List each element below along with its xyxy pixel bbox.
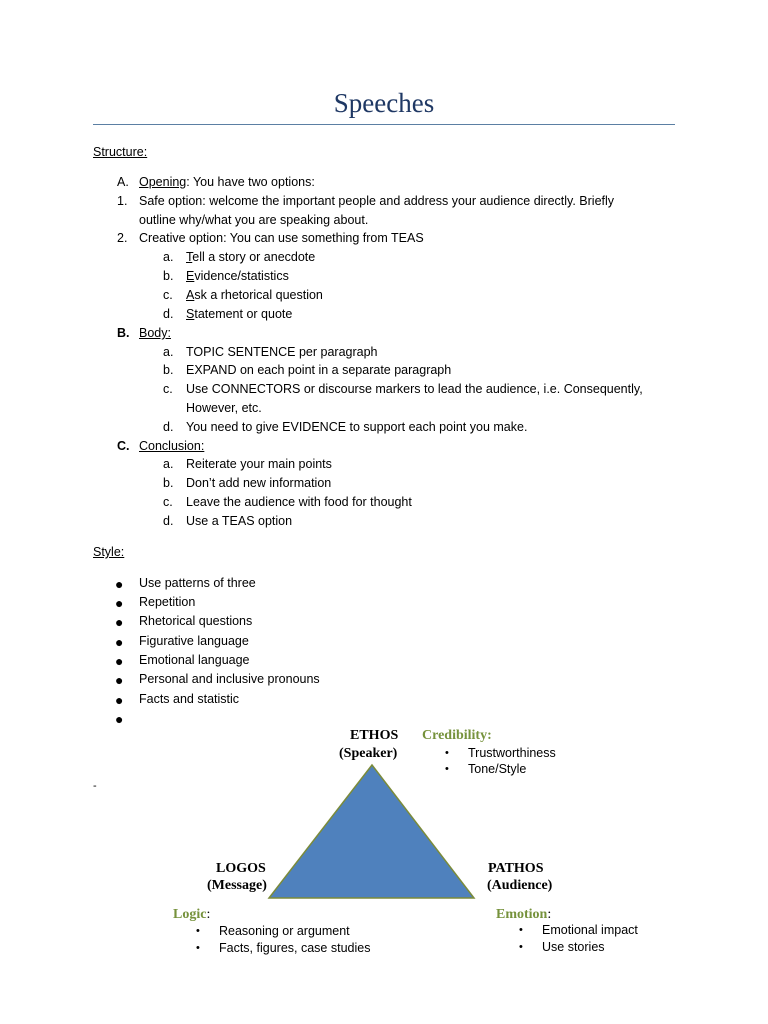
small-bullet-icon: • bbox=[196, 942, 200, 954]
small-bullet-icon: • bbox=[445, 763, 449, 775]
style-item: Use patterns of three bbox=[139, 576, 256, 590]
bullet-icon: ● bbox=[115, 614, 124, 630]
small-bullet-icon: • bbox=[519, 924, 523, 936]
logos-role: (Message) bbox=[207, 878, 267, 893]
teas-rest: sk a rhetorical question bbox=[194, 288, 323, 302]
logic-label: Logic bbox=[173, 907, 207, 922]
bullet-icon: ● bbox=[115, 711, 124, 727]
style-item: Personal and inclusive pronouns bbox=[139, 672, 320, 686]
teas-rest: ell a story or anecdote bbox=[192, 250, 316, 264]
bullet-icon: ● bbox=[115, 653, 124, 669]
emotion-label: Emotion bbox=[496, 907, 548, 922]
opening-letter: A. bbox=[117, 175, 129, 189]
teas-initial: T bbox=[186, 250, 193, 264]
style-heading: Style: bbox=[93, 545, 125, 559]
logic-colon: : bbox=[206, 907, 211, 922]
credibility-label: Credibility: bbox=[422, 728, 492, 743]
pathos-point: Use stories bbox=[542, 940, 605, 954]
opening-text: : You have two options: bbox=[186, 175, 315, 189]
small-bullet-icon: • bbox=[445, 747, 449, 759]
teas-rest: tatement or quote bbox=[194, 307, 293, 321]
bullet-icon: ● bbox=[115, 595, 124, 611]
conclusion-letter-item: a. bbox=[163, 457, 174, 471]
ethos-point: Tone/Style bbox=[468, 762, 527, 776]
teas-initial: S bbox=[186, 307, 195, 321]
body-item: EXPAND on each point in a separate paragraph bbox=[186, 363, 452, 377]
teas-rest: vidence/statistics bbox=[194, 269, 289, 283]
style-item: Emotional language bbox=[139, 653, 250, 667]
stray-dash: - bbox=[93, 780, 97, 792]
body-letter-item: d. bbox=[163, 420, 174, 434]
body-item: You need to give EVIDENCE to support each point you make. bbox=[186, 420, 528, 434]
body-letter-item: a. bbox=[163, 345, 174, 359]
teas-initial: A bbox=[186, 288, 195, 302]
conclusion-heading: Conclusion: bbox=[139, 439, 205, 453]
body-heading: Body: bbox=[139, 326, 171, 340]
bullet-icon: ● bbox=[115, 634, 124, 650]
style-item: Facts and statistic bbox=[139, 692, 240, 706]
conclusion-item: Reiterate your main points bbox=[186, 457, 332, 471]
body-letter-item: b. bbox=[163, 363, 174, 377]
ethos-point: Trustworthiness bbox=[468, 746, 556, 760]
safe-option-text-cont: outline why/what you are speaking about. bbox=[139, 213, 369, 227]
style-item: Figurative language bbox=[139, 634, 249, 648]
option-number: 2. bbox=[117, 231, 128, 245]
body-item-cont: However, etc. bbox=[186, 401, 262, 415]
conclusion-letter-item: b. bbox=[163, 476, 174, 490]
conclusion-item: Leave the audience with food for thought bbox=[186, 495, 412, 509]
bullet-icon: ● bbox=[115, 576, 124, 592]
creative-option-text: Creative option: You can use something from TEAS bbox=[139, 231, 424, 245]
ethos-label: ETHOS bbox=[350, 728, 399, 743]
small-bullet-icon: • bbox=[519, 941, 523, 953]
teas-letter: d. bbox=[163, 307, 174, 321]
bullet-icon: ● bbox=[115, 672, 124, 688]
logos-point: Facts, figures, case studies bbox=[219, 941, 371, 955]
teas-letter: b. bbox=[163, 269, 174, 283]
style-item: Rhetorical questions bbox=[139, 614, 253, 628]
body-letter: B. bbox=[117, 326, 130, 340]
triangle-shape bbox=[269, 765, 474, 898]
safe-option-text: Safe option: welcome the important people and address your audience directly. Briefly bbox=[139, 194, 615, 208]
emotion-colon: : bbox=[547, 907, 552, 922]
conclusion-item: Use a TEAS option bbox=[186, 514, 293, 528]
teas-letter: a. bbox=[163, 250, 174, 264]
body-item: Use CONNECTORS or discourse markers to lead the audience, i.e. Consequently, bbox=[186, 382, 643, 396]
logos-label: LOGOS bbox=[216, 861, 266, 876]
body-item: TOPIC SENTENCE per paragraph bbox=[186, 345, 378, 359]
small-bullet-icon: • bbox=[196, 925, 200, 937]
teas-letter: c. bbox=[163, 288, 173, 302]
body-letter-item: c. bbox=[163, 382, 173, 396]
pathos-role: (Audience) bbox=[487, 878, 553, 893]
opening-label: Opening bbox=[139, 175, 187, 189]
pathos-point: Emotional impact bbox=[542, 923, 638, 937]
pathos-label: PATHOS bbox=[488, 861, 544, 876]
page-title: Speeches bbox=[333, 88, 435, 118]
logic-heading bbox=[173, 908, 210, 922]
emotion-heading bbox=[496, 908, 551, 922]
teas-initial: E bbox=[186, 269, 195, 283]
style-item: Repetition bbox=[139, 595, 196, 609]
ethos-role: (Speaker) bbox=[339, 746, 398, 761]
conclusion-item: Don’t add new information bbox=[186, 476, 332, 490]
bullet-icon: ● bbox=[115, 692, 124, 708]
structure-heading: Structure: bbox=[93, 145, 148, 159]
conclusion-letter-item: d. bbox=[163, 514, 174, 528]
conclusion-letter: C. bbox=[117, 439, 130, 453]
option-number: 1. bbox=[117, 194, 128, 208]
conclusion-letter-item: c. bbox=[163, 495, 173, 509]
logos-point: Reasoning or argument bbox=[219, 924, 350, 938]
